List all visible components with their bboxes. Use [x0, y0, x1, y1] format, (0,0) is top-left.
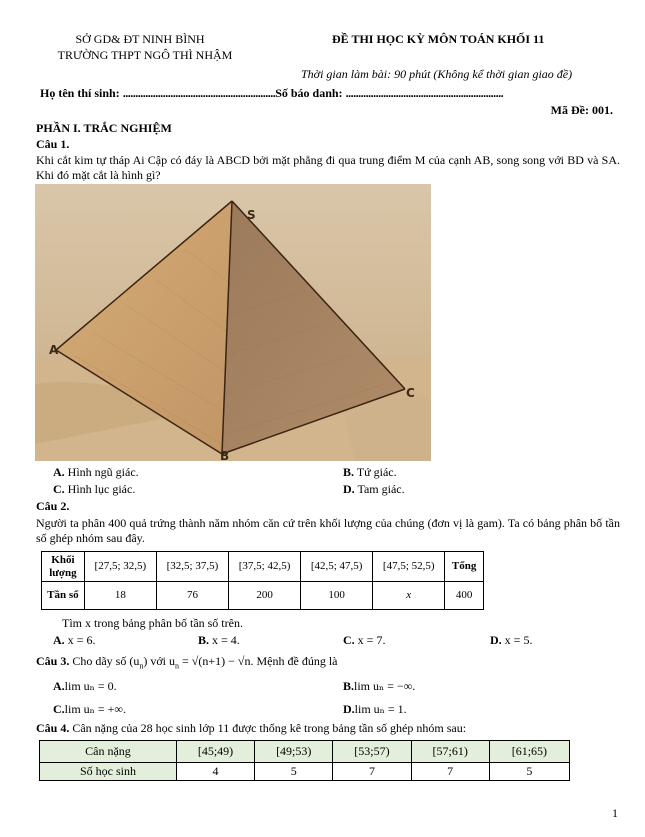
- option-key: D.: [490, 633, 502, 647]
- table-cell: [53;57): [333, 741, 411, 763]
- weight-frequency-table: [39, 740, 570, 781]
- table-cell: 7: [333, 763, 411, 781]
- option-key: C.: [53, 702, 65, 716]
- table-cell: [61;65): [489, 741, 569, 763]
- q3-option-a[interactable]: [53, 679, 117, 694]
- q2-text: Người ta phân 400 quả trứng thành năm nhóm căn cứ trên khối lượng của chúng (đơn vị là gam). Ta có bảng phân bố tần số ghép nhóm sau đây.: [36, 516, 620, 545]
- option-key: C.: [343, 633, 355, 647]
- q2-label: Câu 2.: [36, 499, 70, 513]
- name-dots: .............................................................: [122, 86, 276, 100]
- option-text: Tam giác.: [357, 482, 405, 496]
- q1-option-d[interactable]: [343, 482, 405, 497]
- table-header-frequency: Tần số: [42, 582, 85, 610]
- q4-label: Câu 4.: [36, 721, 70, 735]
- sbd-label: Số báo danh:: [275, 86, 346, 100]
- q3-option-c[interactable]: [53, 702, 126, 717]
- table-header-weight: Cân nặng: [40, 741, 177, 763]
- q1-option-b[interactable]: [343, 465, 397, 480]
- q1-option-a[interactable]: [53, 465, 139, 480]
- label-c: C: [406, 386, 415, 400]
- q3-subscript: n: [139, 661, 144, 671]
- q2-option-a[interactable]: [53, 633, 95, 648]
- q4-line: [36, 721, 466, 736]
- table-header-weight: Khối lượng: [42, 552, 85, 582]
- exam-code: Mã Đề: 001.: [550, 103, 613, 117]
- q1-option-c[interactable]: [53, 482, 135, 497]
- table-cell: [57;61): [411, 741, 489, 763]
- table-cell: [49;53): [255, 741, 333, 763]
- label-a: A: [49, 343, 59, 357]
- q3-subscript: n: [175, 661, 180, 671]
- table-cell: [27,5; 32,5): [84, 552, 156, 582]
- q3-line: [36, 654, 337, 671]
- section-title: PHẦN I. TRẮC NGHIỆM: [36, 121, 172, 135]
- q3-text: . Mệnh đề đúng là: [250, 654, 338, 668]
- table-cell: [47,5; 52,5): [373, 552, 445, 582]
- q3-option-d[interactable]: [343, 702, 407, 717]
- option-text: Tứ giác.: [356, 465, 397, 479]
- option-text: x = 4.: [212, 633, 240, 647]
- pyramid-image: [35, 184, 431, 461]
- name-line: [40, 86, 503, 101]
- option-key: A.: [53, 465, 65, 479]
- q2-option-b[interactable]: [198, 633, 240, 648]
- name-label: Họ tên thí sinh:: [40, 86, 123, 100]
- option-text: Hình ngũ giác.: [67, 465, 139, 479]
- option-text: lim uₙ = −∞.: [354, 679, 416, 693]
- q2-option-c[interactable]: [343, 633, 385, 648]
- option-text: lim uₙ = 1.: [354, 702, 407, 716]
- q2-prompt: Tìm x trong bảng phân bố tần số trên.: [62, 616, 243, 630]
- option-text: lim uₙ = +∞.: [64, 702, 126, 716]
- q3-text: ) với u: [143, 654, 176, 668]
- option-key: A.: [53, 633, 65, 647]
- q3-option-b[interactable]: [343, 679, 415, 694]
- table-cell: [42,5; 47,5): [301, 552, 373, 582]
- q2-option-d[interactable]: [490, 633, 532, 648]
- egg-frequency-table: [41, 551, 484, 610]
- table-cell: 100: [301, 582, 373, 610]
- sbd-dots: ...............................................................: [345, 86, 504, 100]
- q3-text: Cho dãy số (u: [69, 654, 140, 668]
- table-header-students: Số học sinh: [40, 763, 177, 781]
- option-key: C.: [53, 482, 65, 496]
- q1-label: Câu 1.: [36, 137, 70, 151]
- table-cell: 5: [489, 763, 569, 781]
- table-cell: 200: [229, 582, 301, 610]
- option-key: B.: [343, 465, 355, 479]
- q3-formula: = √(n+1) − √n: [179, 654, 251, 668]
- option-text: lim uₙ = 0.: [64, 679, 117, 693]
- table-cell: 4: [176, 763, 254, 781]
- table-cell: [32,5; 37,5): [156, 552, 228, 582]
- label-b: B: [220, 449, 230, 461]
- table-cell: 18: [84, 582, 156, 610]
- table-cell: [45;49): [176, 741, 254, 763]
- option-text: x = 7.: [357, 633, 386, 647]
- table-cell: 7: [411, 763, 489, 781]
- table-cell: 400: [445, 582, 484, 610]
- option-key: B.: [198, 633, 210, 647]
- school-name: TRƯỜNG THPT NGÔ THÌ NHẬM: [57, 48, 233, 62]
- q3-label: Câu 3.: [36, 654, 70, 668]
- table-cell: 5: [255, 763, 333, 781]
- option-key: D.: [343, 482, 355, 496]
- table-header-total: Tổng: [445, 552, 484, 582]
- option-key: B.: [343, 679, 355, 693]
- page-number: 1: [612, 806, 618, 820]
- option-text: Hình lục giác.: [67, 482, 136, 496]
- table-cell: [37,5; 42,5): [229, 552, 301, 582]
- table-cell: x: [373, 582, 445, 610]
- exam-title: ĐỀ THI HỌC KỲ MÔN TOÁN KHỐI 11: [332, 32, 545, 46]
- option-key: D.: [343, 702, 355, 716]
- table-cell: 76: [156, 582, 228, 610]
- department-name: SỞ GD& ĐT NINH BÌNH: [75, 32, 205, 46]
- label-s: S: [247, 208, 256, 222]
- time-note: Thời gian làm bài: 90 phút (Không kể thời gian giao đề): [301, 67, 573, 81]
- option-key: A.: [53, 679, 65, 693]
- option-text: x = 5.: [504, 633, 533, 647]
- q4-text: Cân nặng của 28 học sinh lớp 11 được thống kê trong bảng tần số ghép nhóm sau:: [69, 721, 467, 735]
- option-text: x = 6.: [67, 633, 96, 647]
- q1-text: Khi cắt kim tự tháp Ai Cập có đáy là ABCD bởi mặt phẳng đi qua trung điểm M của cạnh AB, song song với BD và SA. Khi đó mặt cắt là hình gì?: [36, 153, 620, 182]
